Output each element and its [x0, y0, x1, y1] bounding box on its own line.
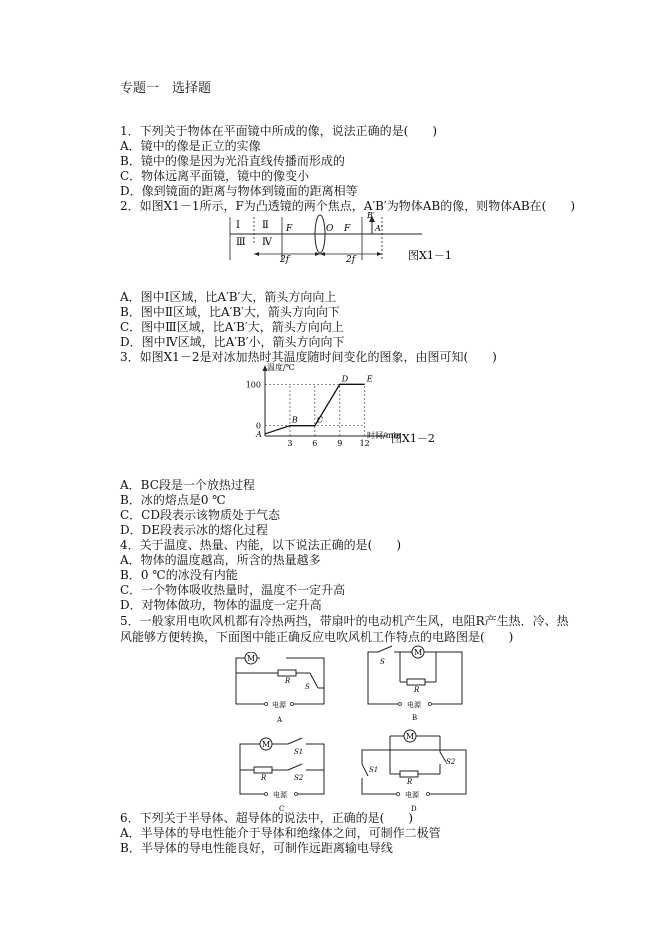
q3-option-b: B．冰的熔点是0 ℃ [120, 493, 226, 507]
q2-option-b: B．图中Ⅱ区域，比A′B′大，箭头方向向下 [120, 305, 340, 319]
x-tick-label-3: 12 [359, 439, 370, 448]
q3-option-c: C．CD段表示该物质处于气态 [120, 508, 280, 522]
motor-label: M [406, 732, 415, 741]
chart-caption: 图X1－2 [391, 432, 435, 445]
y-tick-label-1: 100 [245, 380, 261, 390]
lens-figure [222, 212, 472, 267]
dist-right-label: 2f [346, 255, 356, 265]
resistor-label: R [414, 686, 420, 694]
q6-option-b: B．半导体的导电性能良好，可制作远距离输电导线 [120, 841, 393, 855]
y-axis-label: 温度/℃ [267, 363, 295, 372]
q4-option-a: A．物体的温度越高，所含的热量越多 [120, 553, 321, 567]
section-title: 专题一 选择题 [120, 81, 212, 96]
resistor-label: R [285, 677, 291, 685]
point-label-C: C [316, 415, 323, 425]
q3-option-d: D．DE段表示冰的熔化过程 [120, 523, 269, 537]
circuit-label: D [411, 805, 417, 813]
circuit-d [354, 724, 474, 814]
resistor-label: R [407, 778, 413, 786]
x-axis-label: 时间/min [367, 431, 401, 440]
x-tick-label-0: 3 [287, 439, 293, 448]
switch-1-label: S1 [294, 748, 304, 756]
source-label: 电源 [405, 791, 419, 799]
circuit-label: C [279, 805, 285, 813]
image-bottom-label: A′ [375, 224, 383, 233]
q1-option-c: C．物体远离平面镜，镜中的像变小 [120, 169, 310, 183]
circuit-a [230, 652, 330, 724]
dist-left-label: 2f [280, 255, 290, 265]
q1-option-d: D．像到镜面的距离与物体到镜面的距离相等 [120, 184, 358, 198]
resistor-symbol [254, 767, 272, 773]
q1-stem: 1．下列关于物体在平面镜中所成的像，说法正确的是( ) [120, 124, 438, 138]
resistor-symbol [278, 670, 296, 676]
temperature-chart [245, 362, 475, 452]
q4-option-c: C．一个物体吸收热量时，温度不一定升高 [120, 583, 346, 597]
region-label-1: Ⅰ [236, 220, 240, 231]
circuit-label: B [412, 714, 418, 722]
region-label-2: Ⅱ [262, 220, 269, 231]
point-label-D: D [341, 374, 349, 384]
q3-option-a: A．BC段是一个放热过程 [120, 478, 255, 492]
switch-symbol [310, 673, 318, 688]
q4-option-b: B．0 ℃的冰没有内能 [120, 568, 238, 582]
switch-2-label: S2 [294, 774, 304, 782]
region-label-4: Ⅳ [262, 237, 272, 248]
switch-label: S [380, 658, 385, 666]
resistor-symbol [400, 771, 418, 777]
q2-option-c: C．图中Ⅲ区域，比A′B′大，箭头方向向上 [120, 320, 344, 334]
region-label-3: Ⅲ [236, 237, 246, 248]
point-label-B: B [291, 415, 298, 425]
q2-stem: 2．如图X1－1所示，F为凸透镜的两个焦点，A′B′为物体AB的像，则物体AB在( ) [120, 199, 576, 213]
resistor-label: R [261, 774, 267, 782]
y-tick-label-0: 0 [255, 421, 261, 431]
q3-stem: 3．如图X1－2是对冰加热时其温度随时间变化的图象，由图可知( ) [120, 350, 497, 364]
point-label-A: A [256, 429, 262, 439]
point-label-E: E [366, 374, 373, 384]
resistor-symbol [407, 679, 425, 685]
lens-figure-caption: 图X1－1 [408, 249, 452, 262]
q4-stem: 4．关于温度、热量、内能，以下说法正确的是( ) [120, 538, 402, 552]
motor-label: M [414, 648, 423, 657]
circuit-label: A [277, 716, 283, 724]
x-tick-label-2: 9 [337, 439, 343, 448]
switch-1-label: S1 [369, 766, 379, 774]
q5-stem-line2: 风能够方便转换，下面图中能正确反应电吹风机工作特点的电路图是( ) [120, 630, 514, 644]
q2-option-a: A．图中Ⅰ区域，比A′B′大，箭头方向向上 [120, 290, 337, 304]
focus-right-label: F [344, 224, 351, 234]
source-label: 电源 [407, 701, 421, 709]
circuit-c [232, 730, 332, 814]
switch-label: S [305, 683, 310, 691]
q1-option-b: B．镜中的像是因为光沿直线传播而形成的 [120, 154, 345, 168]
focus-left-label: F [286, 224, 293, 234]
switch-2-label: S2 [446, 758, 456, 766]
q2-option-d: D．图中Ⅳ区域，比A′B′小，箭头方向向下 [120, 335, 345, 349]
q1-option-a: A．镜中的像是正立的实像 [120, 139, 261, 153]
motor-label: M [247, 654, 256, 663]
circuit-b [360, 642, 470, 722]
q6-option-a: A．半导体的导电性能介于导体和绝缘体之间，可制作二极管 [120, 826, 441, 840]
q4-option-d: D．对物体做功，物体的温度一定升高 [120, 598, 322, 612]
source-label: 电源 [273, 791, 287, 799]
x-tick-label-1: 6 [312, 439, 318, 448]
lens-center-label: O [326, 224, 334, 234]
motor-label: M [262, 740, 271, 749]
image-top-label: B′ [367, 212, 375, 220]
source-label: 电源 [272, 701, 286, 709]
q6-stem: 6．下列关于半导体、超导体的说法中，正确的是( ) [120, 811, 414, 825]
q5-stem-line1: 5．一般家用电吹风机都有冷热两挡，带扇叶的电动机产生风，电阻R产生热．冷、热 [120, 614, 569, 628]
